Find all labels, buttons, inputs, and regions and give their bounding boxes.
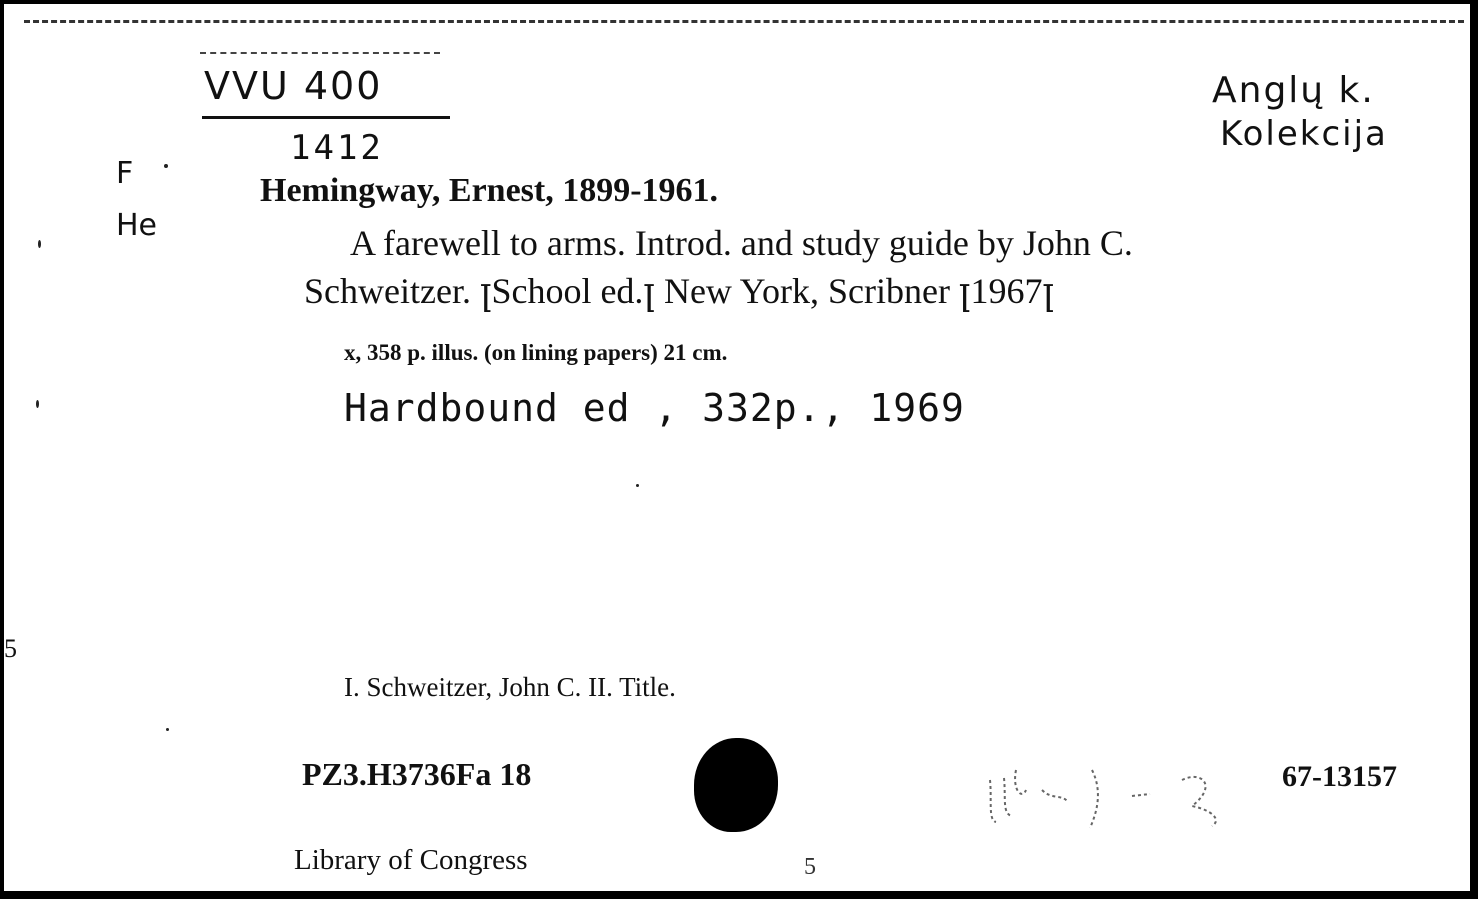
speck-mark — [636, 484, 639, 487]
call-number-top-rule — [200, 52, 440, 54]
tracings: I. Schweitzer, John C. II. Title. — [344, 672, 676, 702]
title-line-2: Schweitzer. ꞁSchool ed.ꞁ New York, Scribner ꞁ1967ꞁ — [304, 271, 1054, 311]
speck-mark — [38, 240, 41, 248]
footer-mark: 5 — [804, 854, 816, 880]
collation-line: x, 358 p. illus. (on lining papers) 21 cm. — [344, 340, 728, 365]
margin-letter: F — [116, 156, 134, 191]
margin-code: He — [116, 208, 158, 243]
hardbound-note: Hardbound ed , 332p., 1969 — [344, 386, 965, 430]
title-line-1: A farewell to arms. Introd. and study guide by John C. — [350, 223, 1133, 263]
language-label: Anglų k. — [1212, 70, 1375, 111]
lc-card-number: 67-13157 — [1282, 760, 1397, 793]
accession-number: 1412 — [290, 128, 384, 168]
call-number-underline — [202, 116, 450, 119]
footer-library: Library of Congress — [294, 844, 528, 876]
top-border-line — [24, 20, 1464, 23]
lc-call-number: PZ3.H3736Fa 18 — [302, 756, 532, 792]
catalog-card — [4, 4, 1470, 891]
speck-mark — [166, 728, 169, 731]
punch-hole — [694, 738, 778, 832]
edge-mark: 5 — [4, 634, 17, 663]
speck-mark — [36, 400, 39, 408]
speck-mark — [164, 164, 168, 168]
call-number: VVU 400 — [204, 64, 383, 108]
author-heading: Hemingway, Ernest, 1899-1961. — [260, 172, 719, 209]
collection-label: Kolekcija — [1220, 114, 1388, 154]
handwritten-signature — [982, 750, 1252, 840]
